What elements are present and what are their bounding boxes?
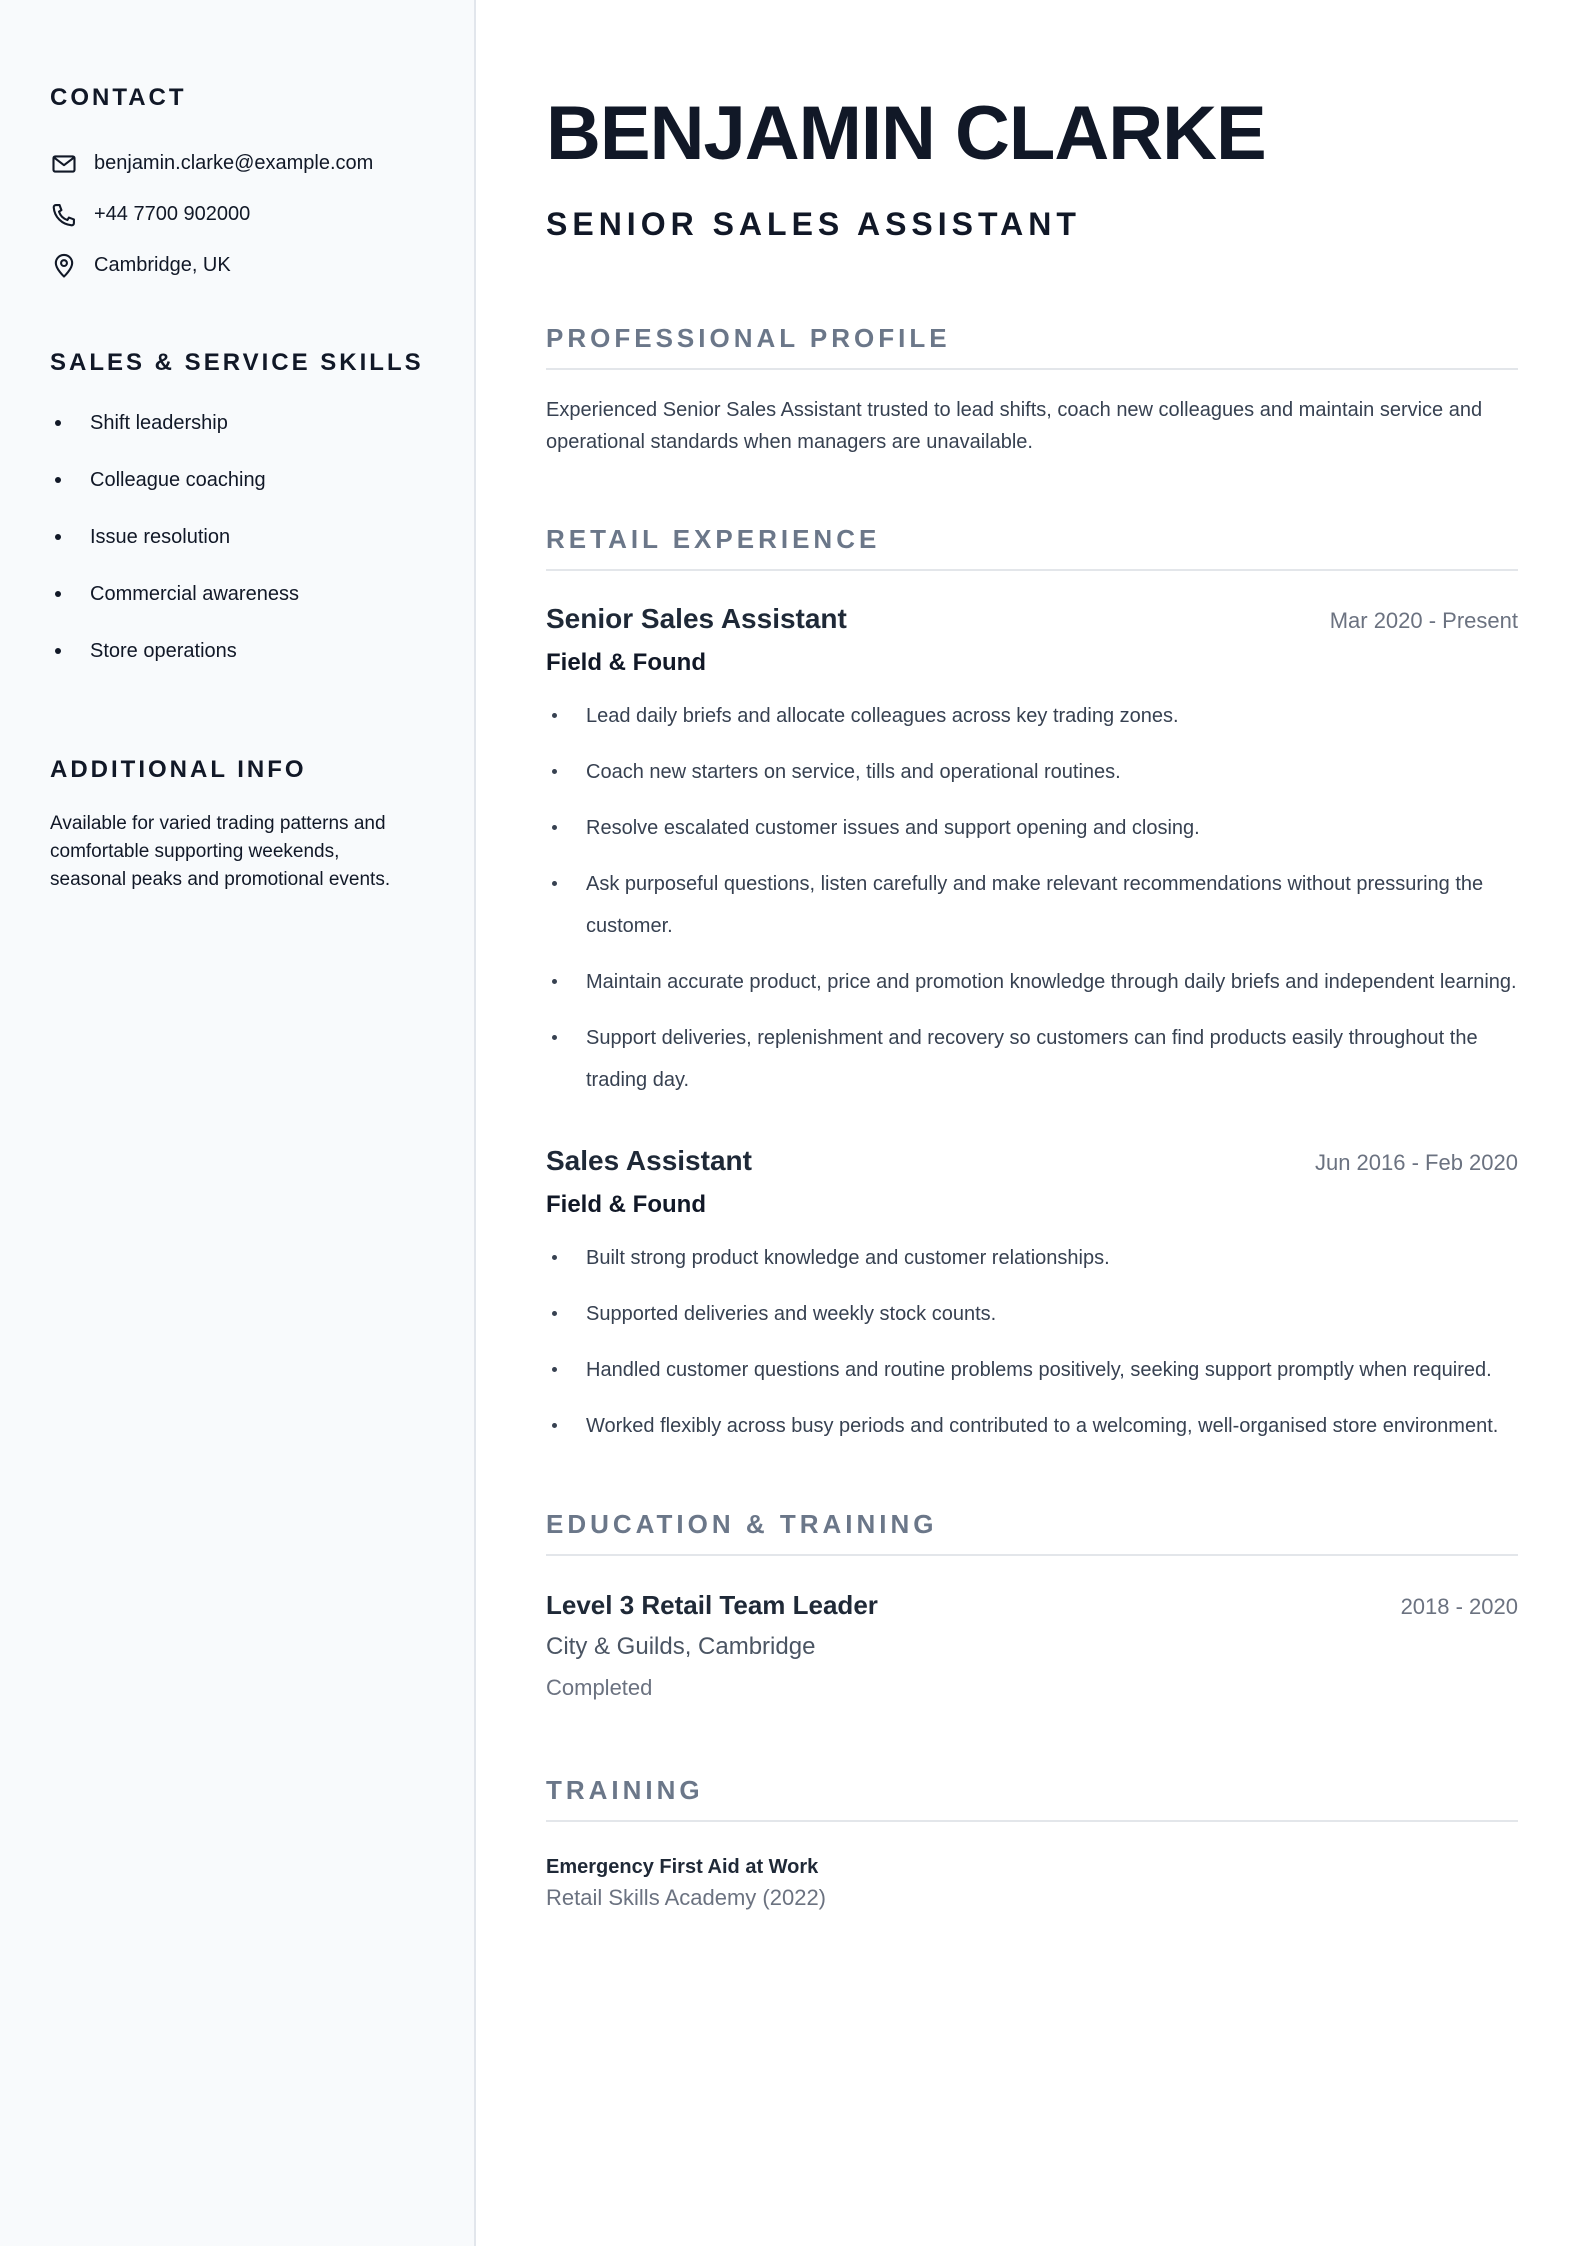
job-bullet: Handled customer questions and routine problems positively, seeking support promptly when required. [546, 1349, 1518, 1391]
skills-list [50, 403, 424, 688]
job-bullet: Worked flexibly across busy periods and contributed to a welcoming, well-organised store environment. [546, 1405, 1518, 1447]
job-bullet: Maintain accurate product, price and promotion knowledge through daily briefs and independent learning. [546, 961, 1518, 1003]
skill-item: Issue resolution [50, 517, 424, 574]
experience-section [546, 524, 1518, 1447]
education-section [546, 1509, 1518, 1701]
additional-info-heading: ADDITIONAL INFO [50, 756, 307, 783]
mail-icon [50, 150, 78, 178]
skill-item: Store operations [50, 631, 424, 688]
education-dates: 2018 - 2020 [1400, 1594, 1518, 1619]
contact-email[interactable] [50, 138, 424, 189]
additional-info-text: Available for varied trading patterns and comfortable supporting weekends, seasonal peaks and promotional events. [50, 813, 391, 890]
phone-icon [50, 201, 78, 229]
education-status: Completed [546, 1675, 653, 1700]
sidebar [0, 0, 476, 2246]
contact-location-text: Cambridge, UK [94, 254, 231, 276]
job-header [546, 603, 1518, 635]
job-bullets [546, 1237, 1518, 1447]
experience-heading: RETAIL EXPERIENCE [546, 524, 1518, 571]
education-heading: EDUCATION & TRAINING [546, 1509, 1518, 1556]
main-content [476, 0, 1588, 2246]
job-bullet: Resolve escalated customer issues and support opening and closing. [546, 807, 1518, 849]
contact-location [50, 240, 424, 291]
candidate-name: BENJAMIN CLARKE [546, 91, 1266, 176]
candidate-role: SENIOR SALES ASSISTANT [546, 206, 1081, 242]
profile-section [546, 323, 1518, 458]
job-company: Field & Found [546, 649, 706, 676]
training-section [546, 1775, 1518, 1911]
education-title: Level 3 Retail Team Leader [546, 1590, 878, 1620]
job-bullet: Support deliveries, replenishment and recovery so customers can find products easily throughout the trading day. [546, 1017, 1518, 1101]
job-title: Senior Sales Assistant [546, 603, 847, 634]
job-dates: Jun 2016 - Feb 2020 [1314, 1150, 1518, 1175]
job-bullet: Lead daily briefs and allocate colleagues across key trading zones. [546, 695, 1518, 737]
job-bullet: Supported deliveries and weekly stock counts. [546, 1293, 1518, 1335]
skill-item: Colleague coaching [50, 460, 424, 517]
job-dates: Mar 2020 - Present [1329, 608, 1518, 633]
contact-phone-text: +44 7700 902000 [94, 203, 251, 225]
skills-section [50, 349, 424, 688]
training-entry [546, 1856, 1518, 1911]
contact-list [50, 138, 424, 291]
skill-item: Commercial awareness [50, 574, 424, 631]
job-bullet: Built strong product knowledge and customer relationships. [546, 1237, 1518, 1279]
contact-phone[interactable] [50, 189, 424, 240]
additional-info-section [50, 756, 424, 894]
training-heading: TRAINING [546, 1775, 1518, 1822]
contact-section [50, 84, 424, 291]
education-institution: City & Guilds, Cambridge [546, 1633, 816, 1660]
profile-heading: PROFESSIONAL PROFILE [546, 323, 1518, 370]
profile-text: Experienced Senior Sales Assistant trusted to lead shifts, coach new colleagues and maintain service and operational standards when managers are unavailable. [546, 399, 1483, 453]
education-entry [546, 1590, 1518, 1701]
training-provider: Retail Skills Academy (2022) [546, 1885, 827, 1910]
skills-heading: SALES & SERVICE SKILLS [50, 349, 424, 376]
job-bullets [546, 695, 1518, 1101]
job-title: Sales Assistant [546, 1145, 752, 1176]
job-bullet: Ask purposeful questions, listen carefully and make relevant recommendations without pressuring the customer. [546, 863, 1518, 947]
job-bullet: Coach new starters on service, tills and operational routines. [546, 751, 1518, 793]
skill-item: Shift leadership [50, 403, 424, 460]
job-company: Field & Found [546, 1191, 706, 1218]
training-title: Emergency First Aid at Work [546, 1856, 819, 1878]
contact-email-text: benjamin.clarke@example.com [94, 152, 374, 174]
job-header [546, 1145, 1518, 1177]
job-entry [546, 603, 1518, 1101]
job-entry [546, 1145, 1518, 1447]
education-header [546, 1590, 1518, 1621]
contact-heading: CONTACT [50, 84, 187, 111]
location-pin-icon [50, 252, 78, 280]
